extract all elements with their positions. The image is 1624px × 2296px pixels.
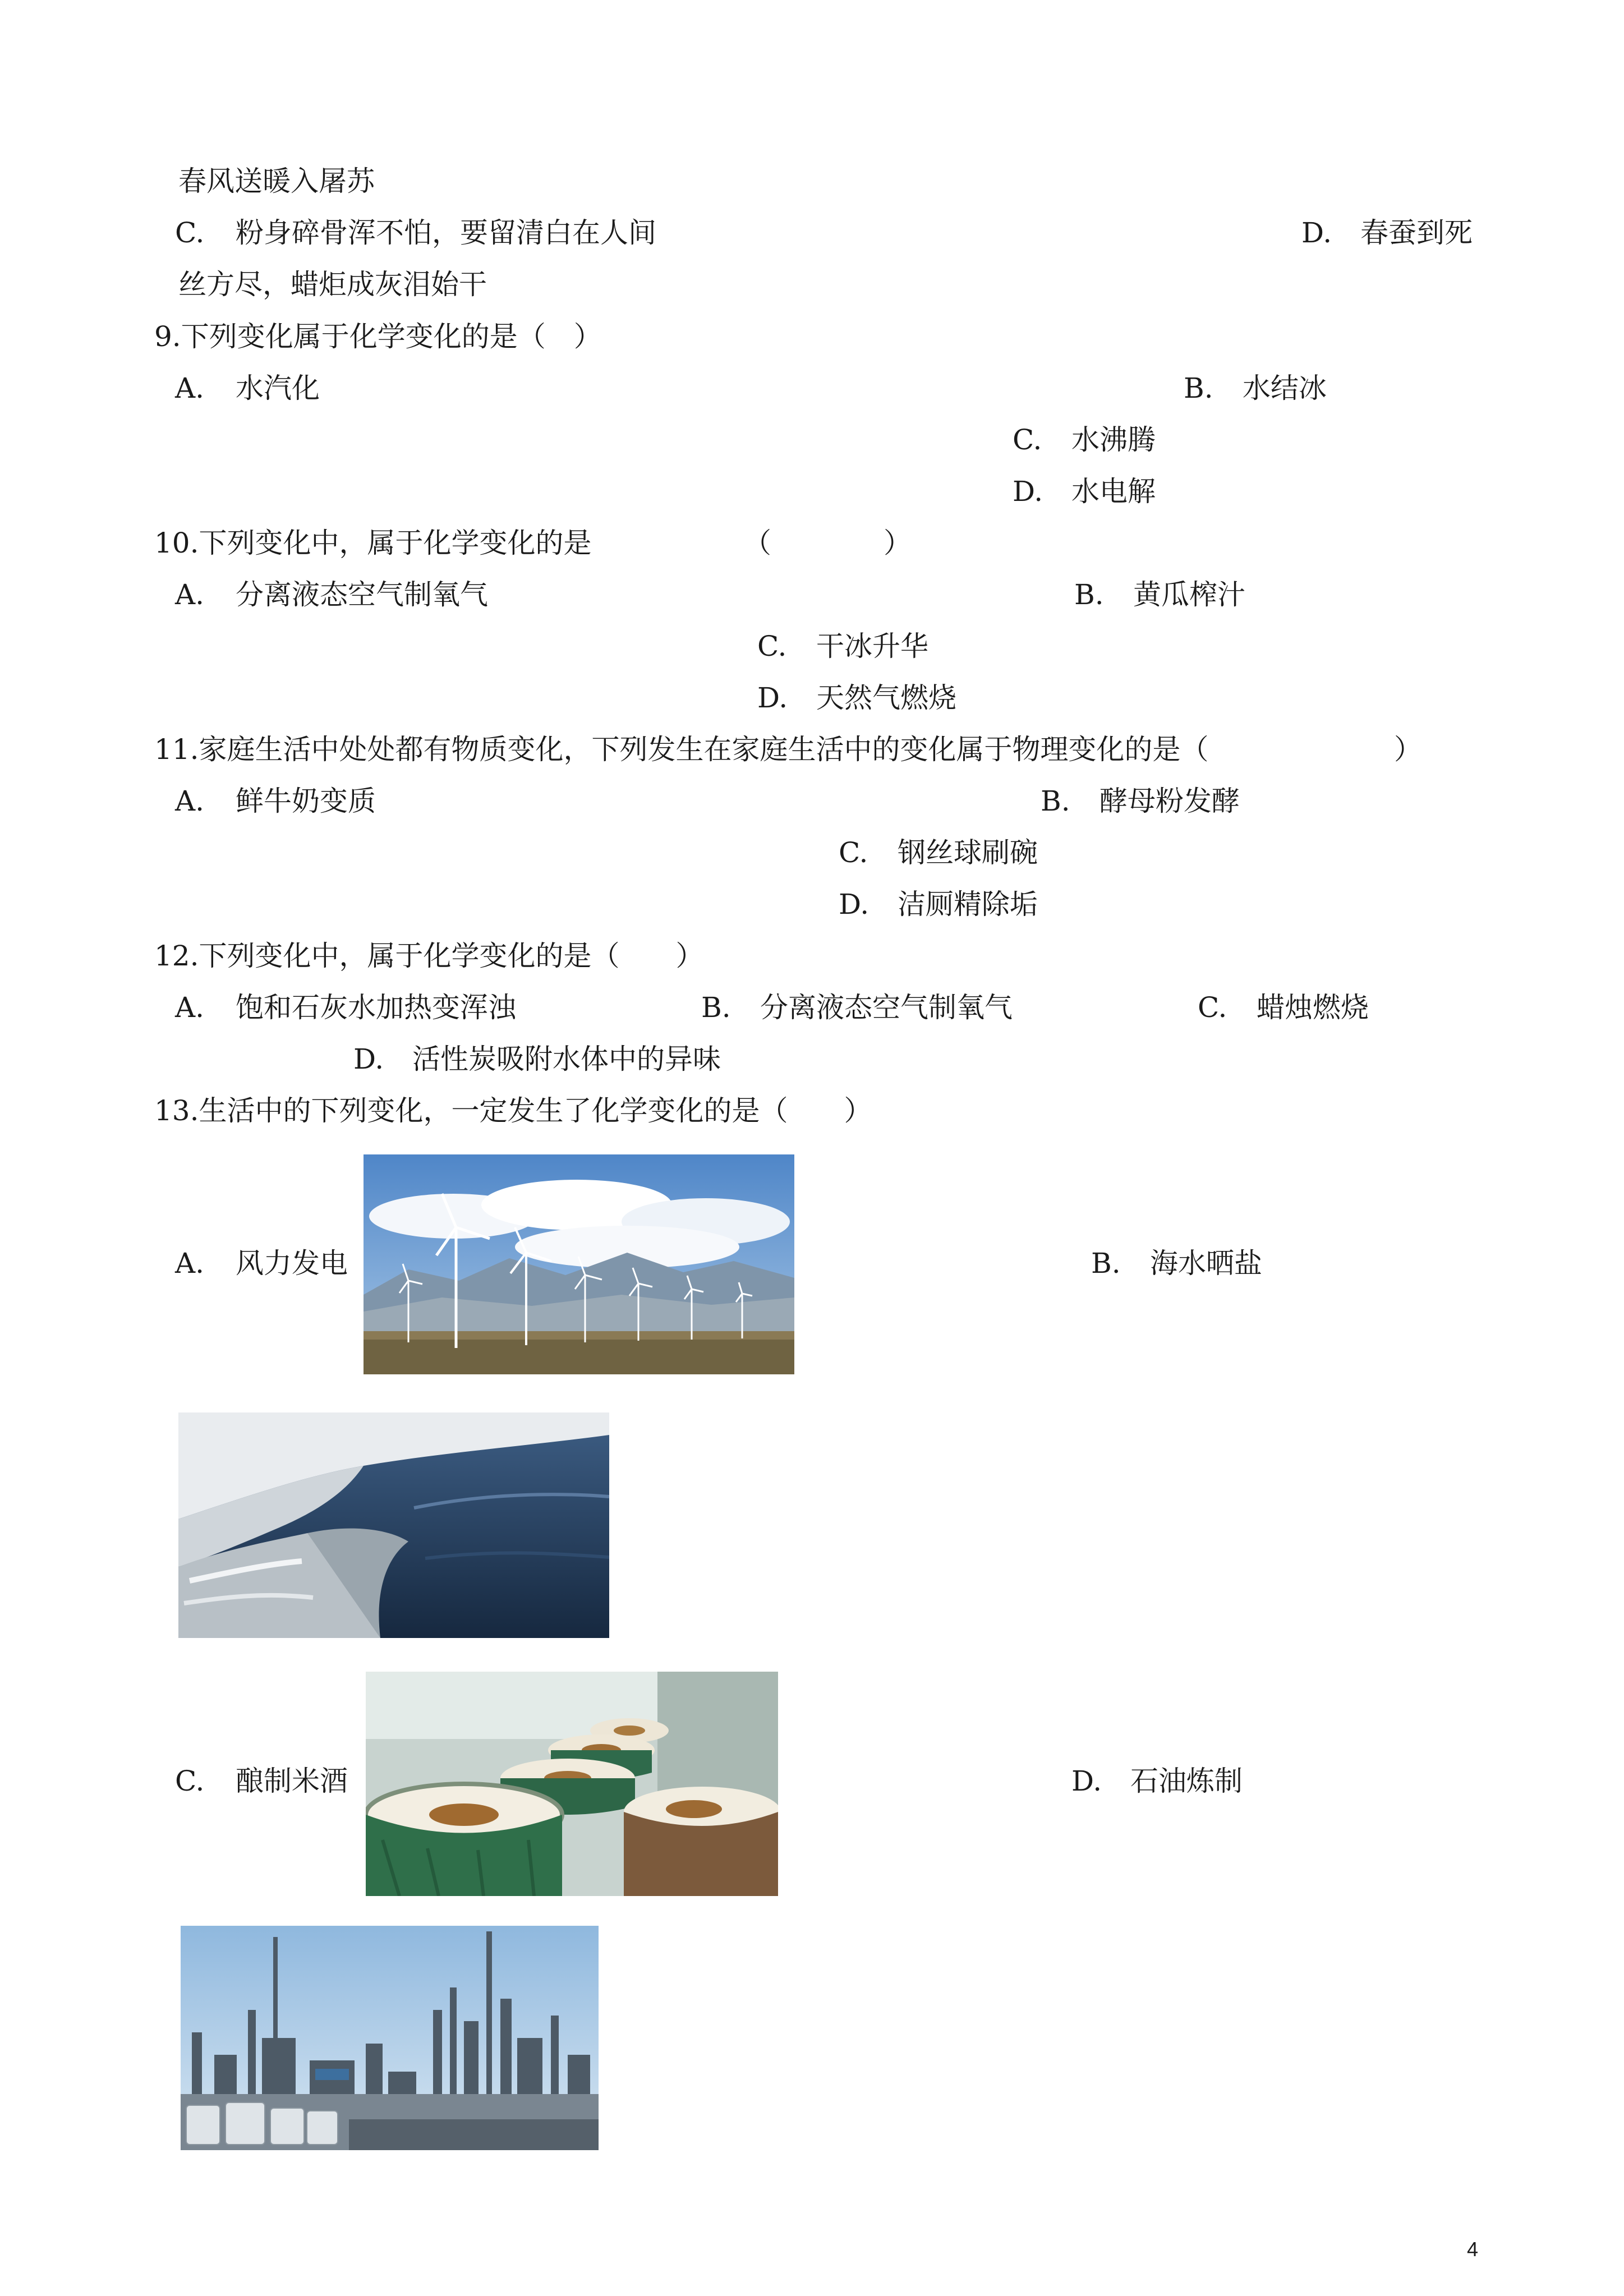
q13-option-b-text: 海水晒盐 xyxy=(1150,1247,1262,1280)
q13-option-b-label: B. xyxy=(1091,1247,1121,1280)
q13-option-c-label: C. xyxy=(175,1765,205,1797)
q12-option-d-label: D. xyxy=(353,1043,384,1075)
q11-stem: 11.家庭生活中处处都有物质变化，下列发生在家庭生活中的变化属于物理变化的是（ xyxy=(154,733,1209,766)
q9-option-b-text: 水结冰 xyxy=(1243,372,1327,404)
q10-option-b-text: 黄瓜榨汁 xyxy=(1133,578,1245,611)
q9-option-a-text: 水汽化 xyxy=(236,372,320,404)
page-number: 4 xyxy=(1467,2238,1479,2261)
q10-option-d-text: 天然气燃烧 xyxy=(816,682,956,714)
q9-option-c-label: C. xyxy=(1013,424,1042,456)
q9-option-a-label: A. xyxy=(175,372,205,404)
q13-stem: 13.生活中的下列变化，一定发生了化学变化的是（ ） xyxy=(154,1094,872,1127)
q12-option-b-text: 分离液态空气制氧气 xyxy=(760,991,1013,1024)
q12-option-b-label: B. xyxy=(701,991,731,1024)
q12-option-c-text: 蜡烛燃烧 xyxy=(1257,991,1369,1024)
q9-option-d-label: D. xyxy=(1013,475,1043,508)
q10-option-a-text: 分离液态空气制氧气 xyxy=(236,578,488,611)
q10-stem: 10.下列变化中，属于化学变化的是 xyxy=(154,527,592,559)
q10-option-c-label: C. xyxy=(757,630,787,662)
q8-option-d-label: D. xyxy=(1301,217,1332,249)
q9-option-c-text: 水沸腾 xyxy=(1071,424,1156,456)
q12-option-c-label: C. xyxy=(1198,991,1227,1024)
q13-option-c-text: 酿制米酒 xyxy=(236,1765,348,1797)
oil-refinery-image xyxy=(181,1926,599,2150)
q11-option-c-label: C. xyxy=(839,836,868,869)
q9-stem: 9.下列变化属于化学变化的是（ ） xyxy=(154,320,602,353)
q11-option-a-label: A. xyxy=(175,785,205,817)
q10-answer-paren: （ ） xyxy=(743,527,912,559)
wind-turbines-image xyxy=(364,1154,794,1374)
q12-stem: 12.下列变化中，属于化学变化的是（ ） xyxy=(154,940,704,972)
q8-option-c-text: 粉身碎骨浑不怕，要留清白在人间 xyxy=(236,217,656,249)
q8-option-d-continuation: 丝方尽，蜡炬成灰泪始干 xyxy=(178,268,487,301)
q13-option-a-text: 风力发电 xyxy=(236,1247,348,1280)
q11-answer-close: ） xyxy=(1394,733,1422,766)
q12-option-d-text: 活性炭吸附水体中的异味 xyxy=(412,1043,721,1075)
q10-option-c-text: 干冰升华 xyxy=(816,630,928,662)
q8-option-c-label: C. xyxy=(175,217,205,249)
q11-option-b-text: 酵母粉发酵 xyxy=(1099,785,1240,817)
q10-option-a-label: A. xyxy=(175,578,205,611)
q13-option-a-label: A. xyxy=(175,1247,205,1280)
rice-wine-brewing-image xyxy=(366,1672,778,1896)
q12-option-a-text: 饱和石灰水加热变浑浊 xyxy=(236,991,516,1024)
q11-option-d-text: 洁厕精除垢 xyxy=(898,888,1038,921)
q9-option-d-text: 水电解 xyxy=(1071,475,1156,508)
q8-option-b-continuation: 春风送暖入屠苏 xyxy=(178,165,375,197)
q13-option-d-text: 石油炼制 xyxy=(1130,1765,1243,1797)
q13-option-d-label: D. xyxy=(1071,1765,1102,1797)
q10-option-d-label: D. xyxy=(757,682,788,714)
q8-option-d-text: 春蚕到死 xyxy=(1360,217,1473,249)
q11-option-c-text: 钢丝球刷碗 xyxy=(898,836,1038,869)
q11-option-b-label: B. xyxy=(1041,785,1070,817)
sea-salt-evaporation-image xyxy=(178,1412,609,1638)
q9-option-b-label: B. xyxy=(1184,372,1213,404)
q10-option-b-label: B. xyxy=(1074,578,1104,611)
q11-option-a-text: 鲜牛奶变质 xyxy=(236,785,376,817)
q11-option-d-label: D. xyxy=(839,888,869,921)
q12-option-a-label: A. xyxy=(175,991,205,1024)
